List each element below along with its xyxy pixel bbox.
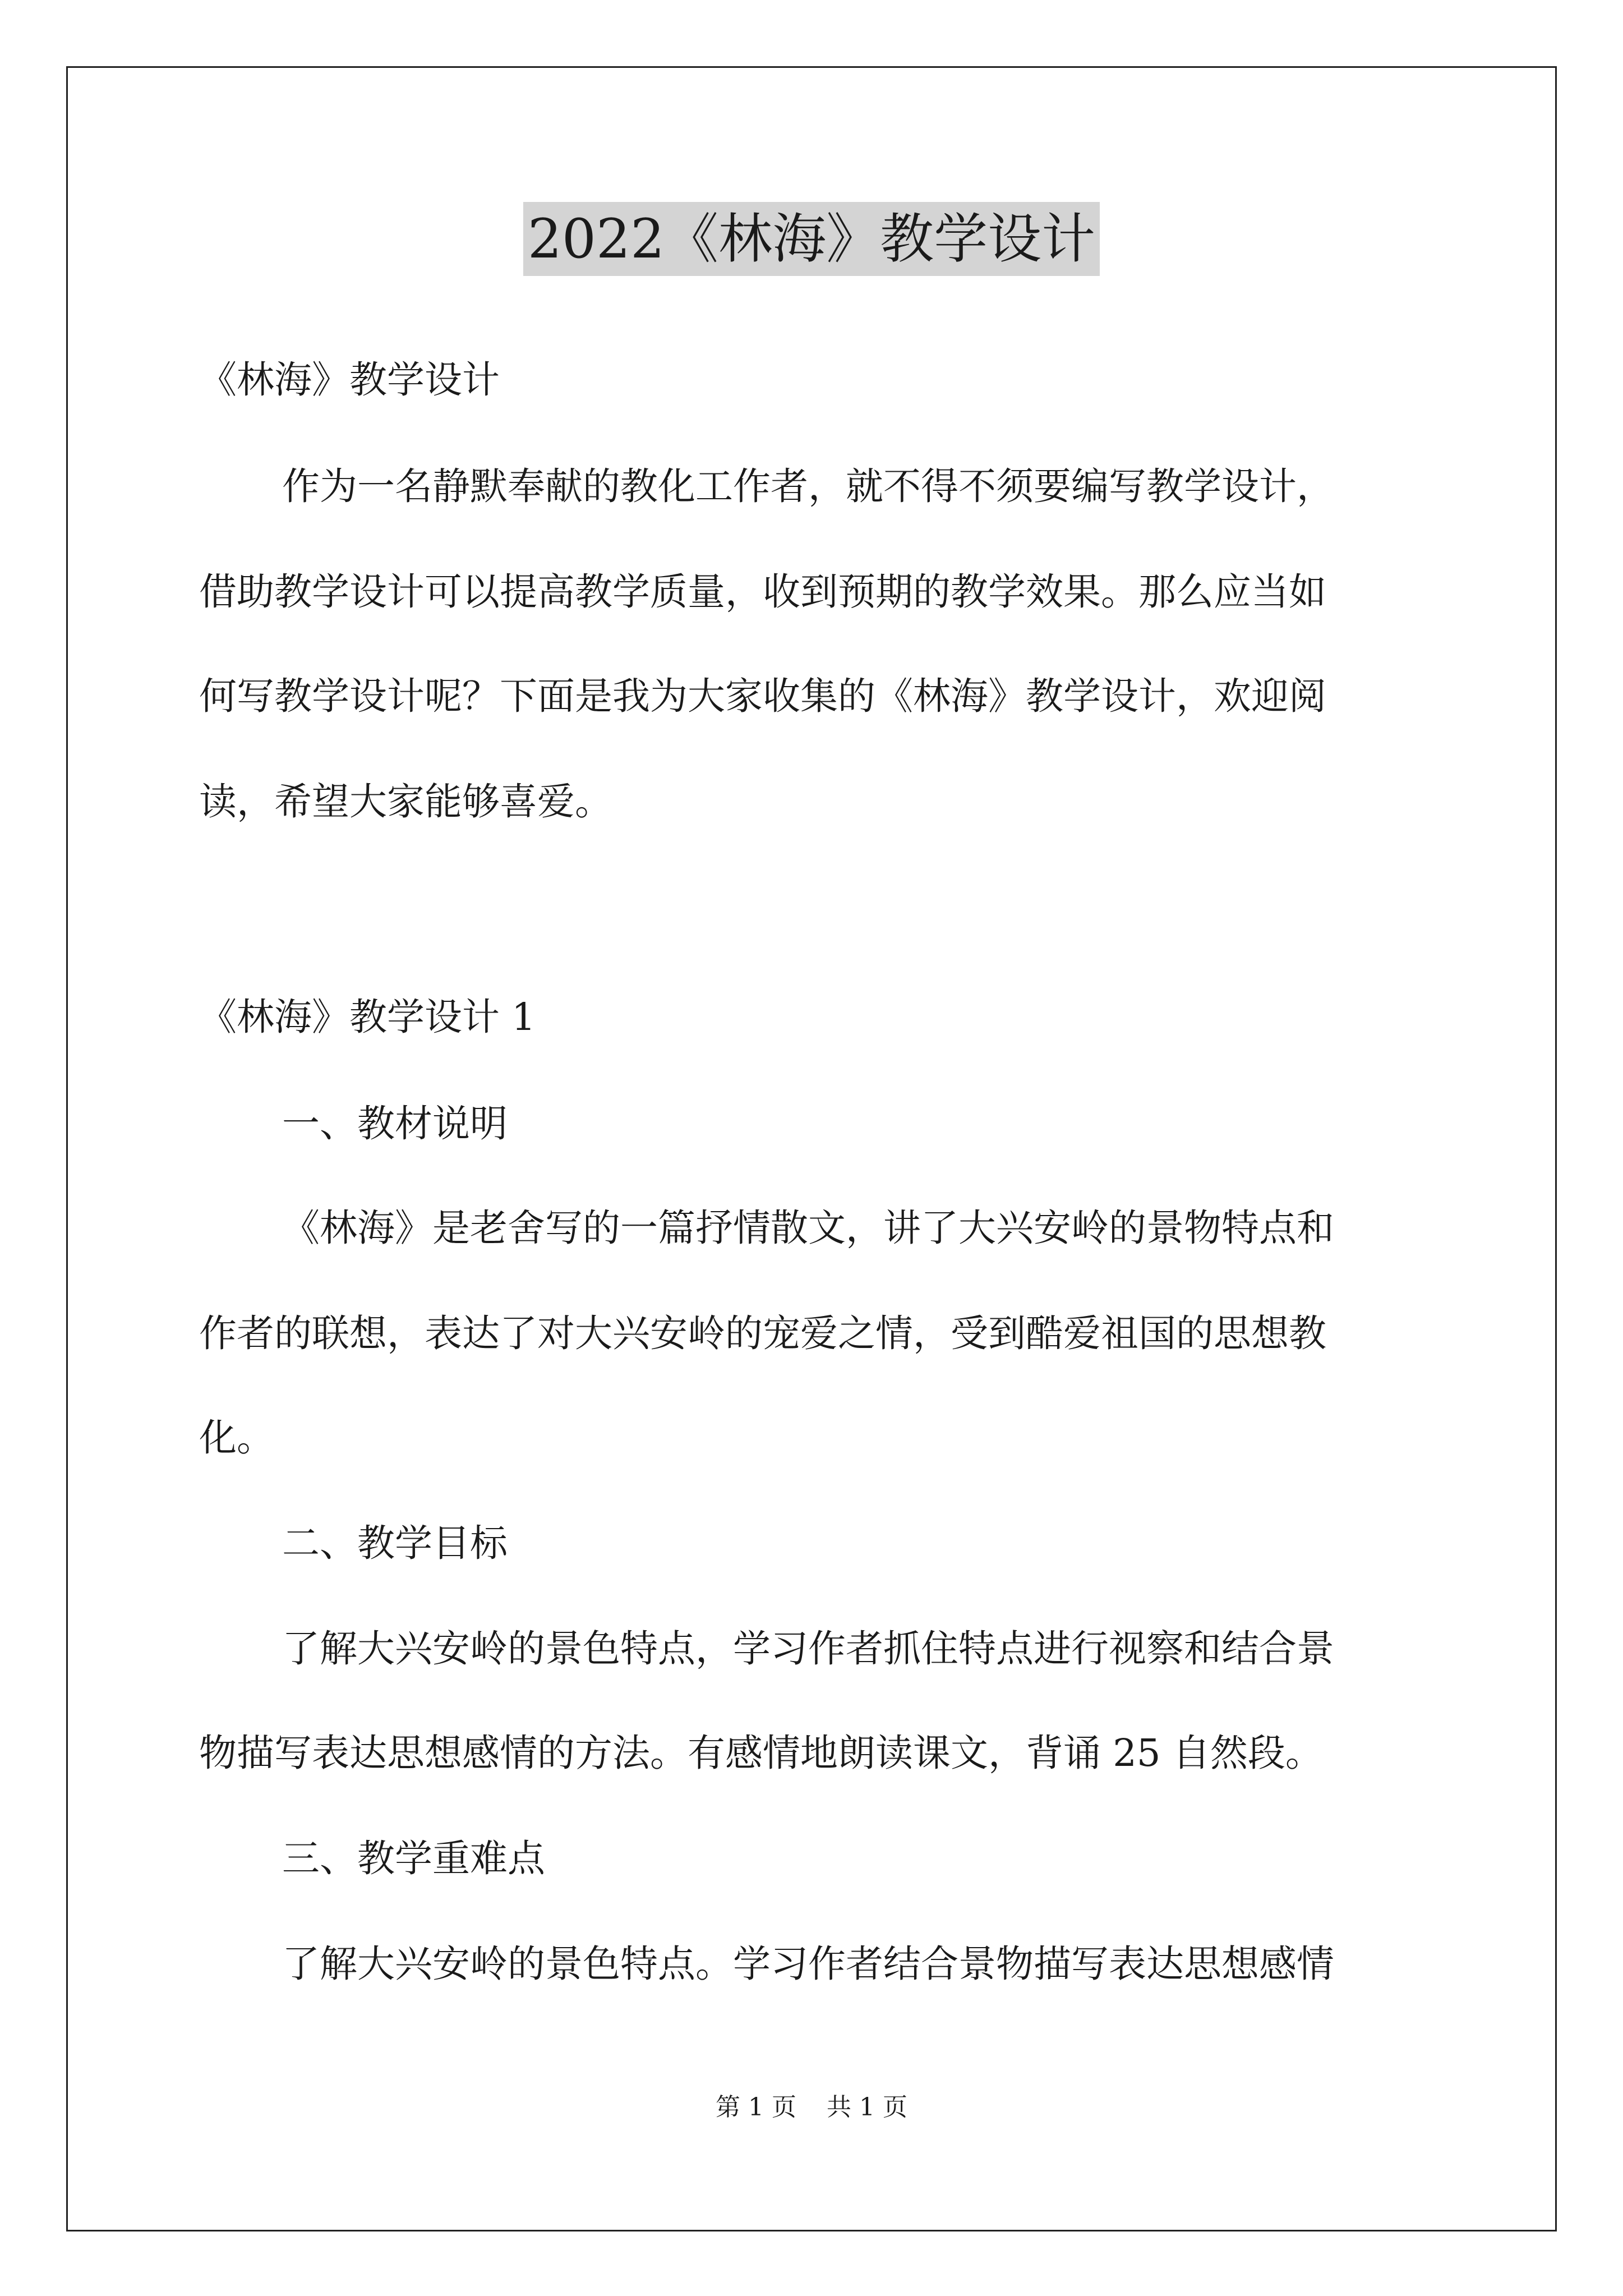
paragraph-1-line-1: 《林海》是老舍写的一篇抒情散文，讲了大兴安岭的景物特点和	[282, 1206, 1334, 1250]
paragraph-2-line-2: 物描写表达思想感情的方法。有感情地朗读课文，背诵 25 自然段。	[199, 1731, 1323, 1775]
page-total: 共 1 页	[827, 2093, 907, 2122]
paragraph-2-line-1: 了解大兴安岭的景色特点，学习作者抓住特点进行视察和结合景	[282, 1627, 1334, 1671]
intro-line-2: 借助教学设计可以提高教学质量，收到预期的教学效果。那么应当如	[199, 570, 1326, 614]
section-title: 《林海》教学设计 1	[199, 995, 536, 1039]
paragraph-1-line-2: 作者的联想，表达了对大兴安岭的宠爱之情，受到酷爱祖国的思想教	[199, 1312, 1326, 1355]
subtitle: 《林海》教学设计	[199, 358, 500, 402]
intro-line-3: 何写教学设计呢？下面是我为大家收集的《林海》教学设计，欢迎阅	[199, 674, 1326, 718]
page-number: 第 1 页	[716, 2093, 796, 2122]
heading-teaching-materials: 一、教材说明	[282, 1102, 508, 1145]
heading-teaching-goals: 二、教学目标	[282, 1521, 508, 1565]
document-title: 2022《林海》教学设计	[523, 202, 1100, 276]
intro-line-1: 作为一名静默奉献的教化工作者，就不得不须要编写教学设计，	[282, 464, 1334, 508]
title-area	[0, 202, 1623, 276]
page-footer	[0, 2091, 1623, 2124]
intro-line-4: 读，希望大家能够喜爱。	[199, 780, 612, 823]
heading-key-points: 三、教学重难点	[282, 1837, 545, 1880]
paragraph-1-line-3: 化。	[199, 1416, 274, 1460]
paragraph-3-line-1: 了解大兴安岭的景色特点。学习作者结合景物描写表达思想感情	[282, 1942, 1334, 1986]
